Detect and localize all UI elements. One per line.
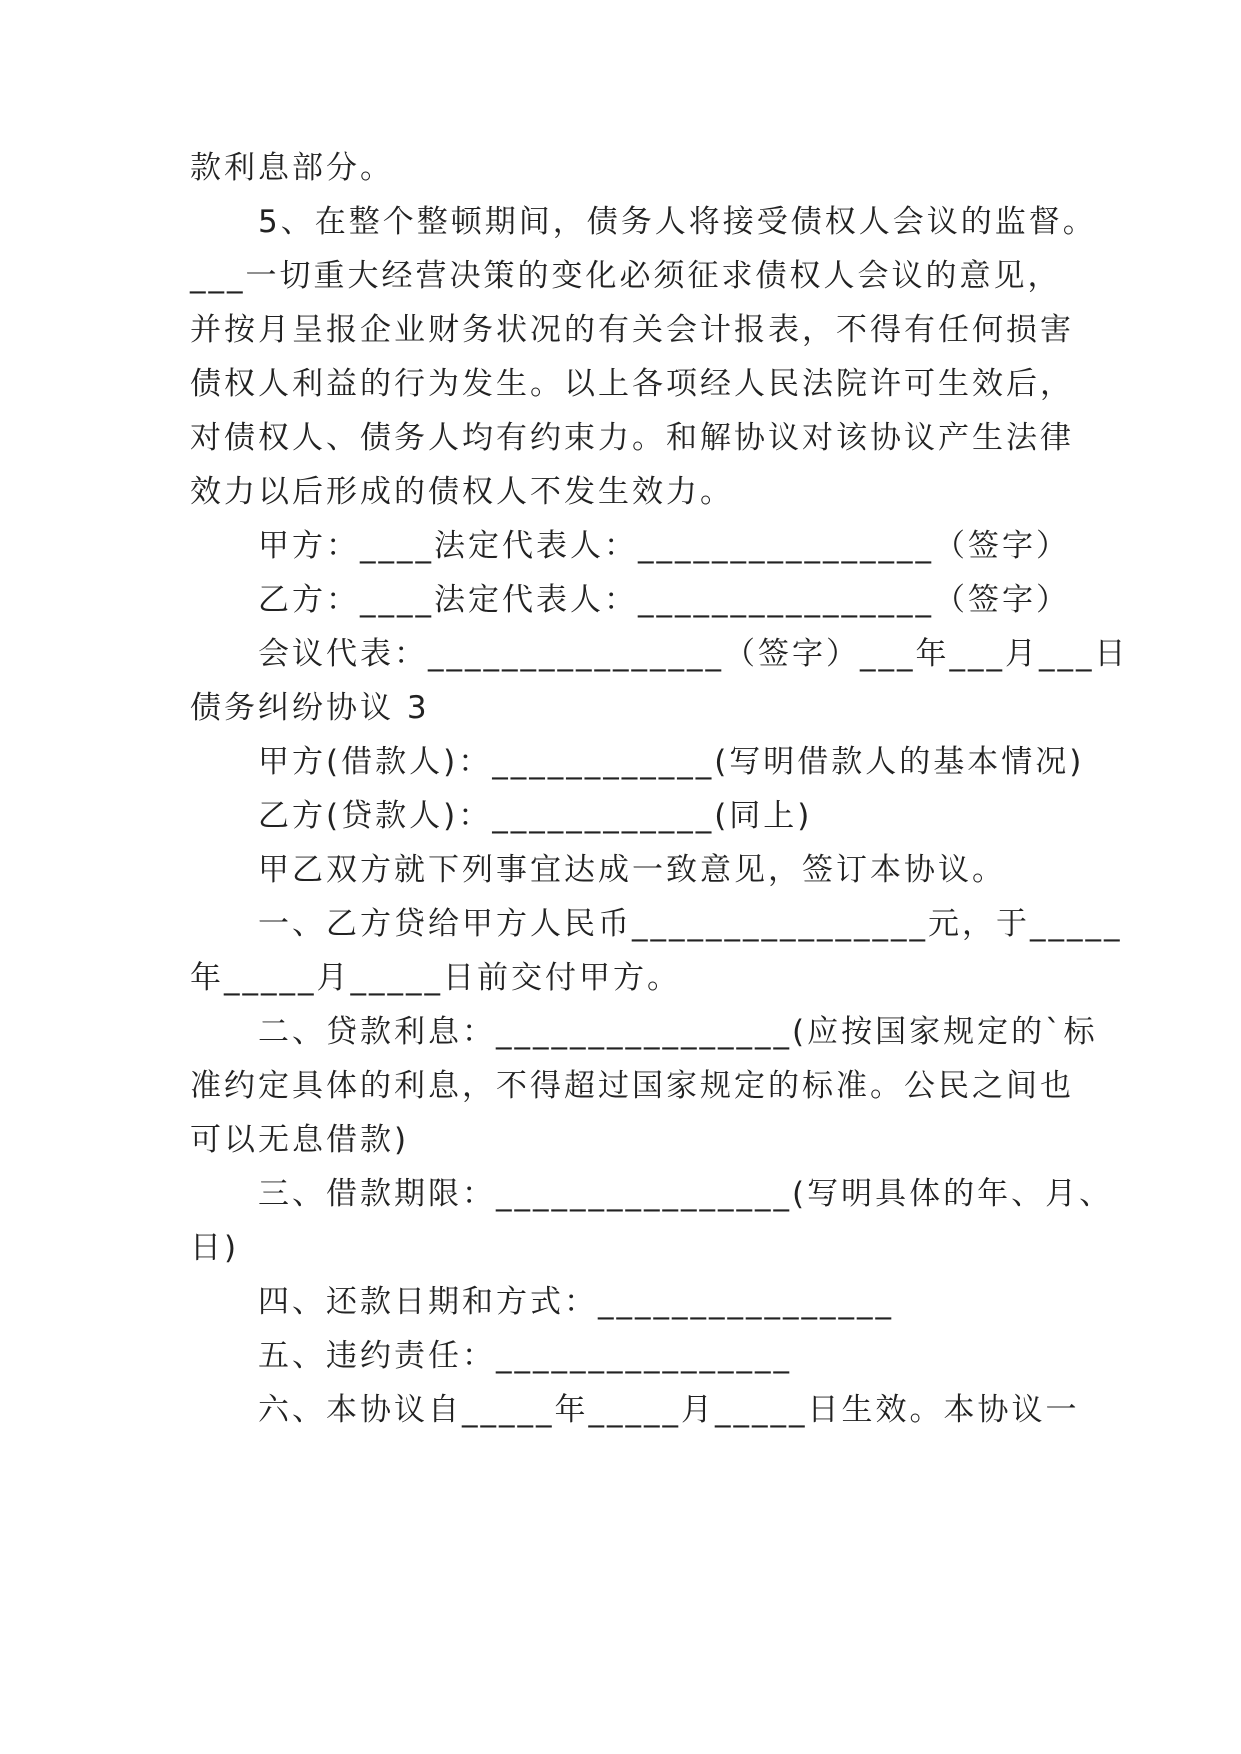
body-line-6: 对债权人、债务人均有约束力。和解协议对该协议产生法律 (190, 420, 1074, 456)
party-b-lender-line: 乙方(贷款人)：____________(同上) (258, 798, 813, 834)
agreement-intro-line: 甲乙双方就下列事宜达成一致意见，签订本协议。 (258, 852, 1006, 888)
body-line-3: ___一切重大经营决策的变化必须征求债权人会议的意见， (190, 258, 1062, 294)
clause-4-line: 四、还款日期和方式：________________ (258, 1284, 894, 1320)
meeting-representative-line: 会议代表：________________（签字）___年___月___日 (258, 636, 1129, 672)
clause-1-line-2: 年_____月_____日前交付甲方。 (190, 960, 681, 996)
clause-5-line: 五、违约责任：________________ (258, 1338, 792, 1374)
body-line-7: 效力以后形成的债权人不发生效力。 (190, 474, 734, 510)
clause-2-line-2: 准约定具体的利息，不得超过国家规定的标准。公民之间也 (190, 1068, 1074, 1104)
clause-6-line: 六、本协议自_____年_____月_____日生效。本协议一 (258, 1392, 1080, 1428)
body-line-2: 5、在整个整顿期间，债务人将接受债权人会议的监督。 (258, 204, 1097, 240)
party-a-borrower-line: 甲方(借款人)：____________(写明借款人的基本情况) (258, 744, 1085, 780)
section-title: 债务纠纷协议 3 (190, 690, 430, 726)
clause-3-line-1: 三、借款期限：________________(写明具体的年、月、 (258, 1176, 1114, 1212)
party-b-signature-line: 乙方：____法定代表人：________________（签字） (258, 582, 1070, 618)
clause-2-line-1: 二、贷款利息：________________(应按国家规定的`标 (258, 1014, 1098, 1050)
clause-1-line-1: 一、乙方贷给甲方人民币________________元，于_____ (258, 906, 1123, 942)
body-line-5: 债权人利益的行为发生。以上各项经人民法院许可生效后， (190, 366, 1074, 402)
body-line-4: 并按月呈报企业财务状况的有关会计报表，不得有任何损害 (190, 312, 1074, 348)
party-a-signature-line: 甲方：____法定代表人：________________（签字） (258, 528, 1070, 564)
clause-2-line-3: 可以无息借款) (190, 1122, 410, 1158)
body-line-1: 款利息部分。 (190, 150, 394, 186)
clause-3-line-2: 日) (190, 1230, 240, 1266)
